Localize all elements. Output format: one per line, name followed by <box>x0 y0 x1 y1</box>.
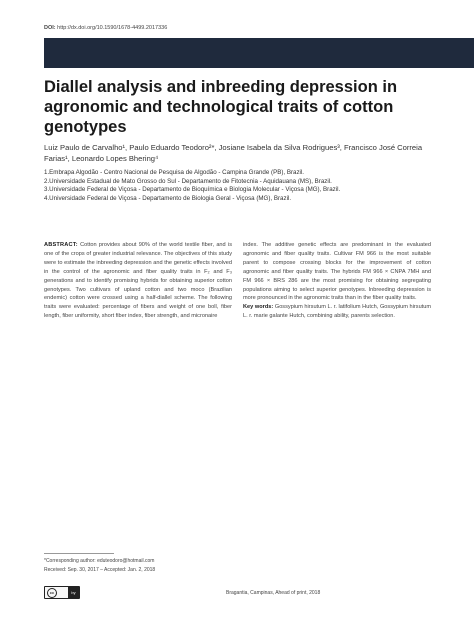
abstract-text-left: Cotton provides about 90% of the world textile fiber, and is one of the crops of greater industrial relevance. The objectives of this study were to estimate the inbreeding depression and the genetic effects involved in the control of the agronomic and fiber quality traits in F₂ and F₃ generations and to identify promising hybrids for obtaining superior cotton genotypes. Two cultivars of upland cotton and two moco (Brazilian endemic) cotton were crossed using a half-diallel scheme. The following traits were evaluated: percentage of fibers and weight of one boll, fiber length, fiber uniformity, short fiber index, fiber strength, and micronaire <box>44 242 233 320</box>
footer-divider <box>44 553 114 554</box>
abstract-text-right: index. The additive genetic effects are predominant in the evaluated agronomic and fiber quality traits. Cultivar FM 966 is the most suitable parent to compose crossing blocks for the improvement of cotton agronomic and fiber quality traits. The hybrids FM 966 × CNPA 7MH and FM 966 × BRS 286 are the most promising for obtaining segregating populations aiming to select superior genotypes. Inbreeding depression is more pronounced in the agronomic traits than in the fiber quality traits. <box>243 242 431 302</box>
author-list: Luiz Paulo de Carvalho¹, Paulo Eduardo Teodoro²*, Josiane Isabela da Silva Rodrigues³, Francisco José Correia Farias¹, Leonardo Lopes Bhering⁴ <box>44 143 423 163</box>
cc-license-badge[interactable] <box>44 586 80 599</box>
received-label: Received: <box>44 567 67 573</box>
corresponding-author: *Corresponding author: eduteodoro@hotmail.com <box>44 558 155 564</box>
affiliation-2: 2.Universidade Estadual de Mato Grosso do Sul - Departamento de Fitotecnia - Aquidauana (MS), Brazil. <box>44 177 332 185</box>
header-bar <box>44 38 474 68</box>
affiliation-1: 1.Embrapa Algodão - Centro Nacional de Pesquisa de Algodão - Campina Grande (PB), Brazil. <box>44 169 305 176</box>
abstract-left-column <box>44 241 232 321</box>
dates-text: Sep. 30, 2017 – Accepted: Jan. 2, 2018 <box>67 567 156 573</box>
doi-link[interactable]: http://dx.doi.org/10.1590/1678-4499.2017336 <box>57 25 168 31</box>
keywords-heading: Key words: <box>243 304 274 311</box>
cc-icon: cc <box>47 588 57 598</box>
doi-line <box>44 25 167 31</box>
affiliations <box>44 169 444 203</box>
keywords-text: Gossypium hirsutum L. r. latifolium Hutch, Gossypium hirsutum L. r. marie galante Hutch, combining ability, parents selection. <box>243 304 431 320</box>
abstract-right-column <box>243 241 431 321</box>
doi-label: DOI: <box>44 25 56 31</box>
cc-by-icon: by <box>68 587 79 598</box>
journal-citation: Bragantia, Campinas, Ahead of print, 2018 <box>226 590 321 596</box>
footer-notes <box>44 557 155 575</box>
received-dates <box>44 566 155 575</box>
keywords <box>243 303 431 321</box>
affiliation-4: 4.Universidade Federal de Viçosa - Departamento de Biologia Geral - Viçosa (MG), Brazil. <box>44 194 292 202</box>
abstract-heading: ABSTRACT: <box>44 242 78 248</box>
affiliation-3: 3.Universidade Federal de Viçosa - Departamento de Bioquímica e Biologia Molecular - Viçosa (MG), Brazil. <box>44 186 341 194</box>
article-title: Diallel analysis and inbreeding depression in agronomic and technological traits of cotton genotypes <box>44 78 398 136</box>
